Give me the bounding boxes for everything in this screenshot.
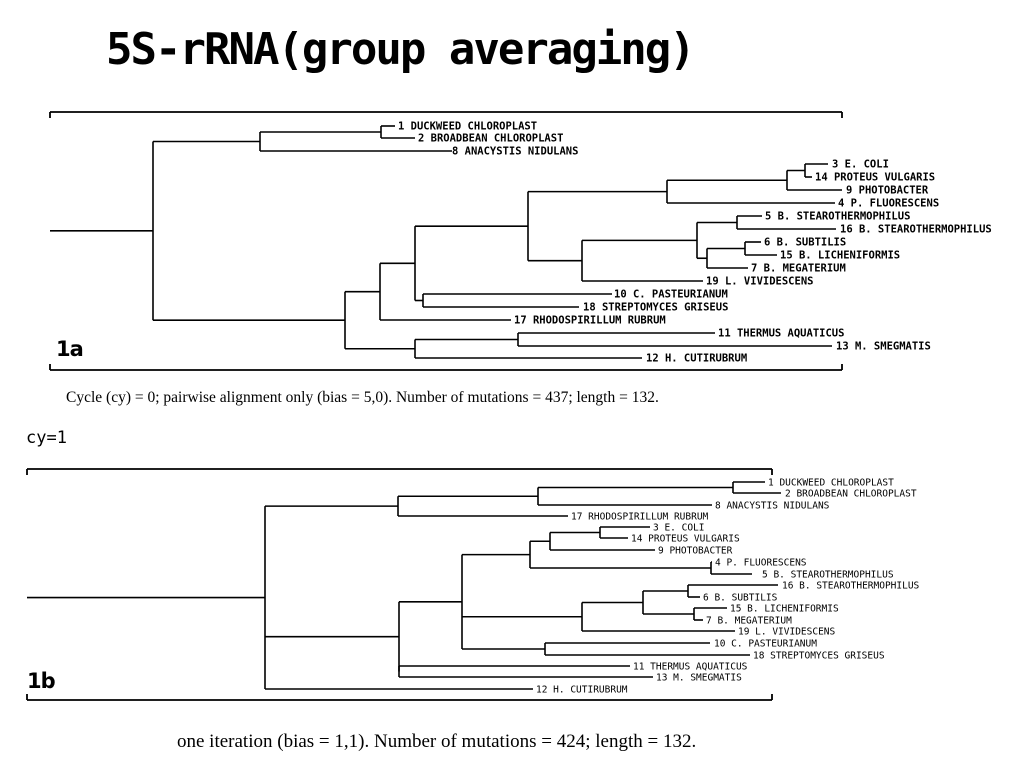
slide-title: 5S-rRNA(group averaging) <box>106 24 694 75</box>
leaf-label: 11 THERMUS AQUATICUS <box>718 327 845 340</box>
leaf-label: 3 E. COLI <box>653 522 705 534</box>
leaf-label: 13 M. SMEGMATIS <box>656 672 742 684</box>
leaf-label: 14 PROTEUS VULGARIS <box>815 171 936 184</box>
leaf-label: 10 C. PASTEURIANUM <box>714 638 817 650</box>
leaf-label: 13 M. SMEGMATIS <box>836 340 931 353</box>
leaf-labels-1a <box>398 121 992 365</box>
scale-bar-top-1a <box>50 112 842 118</box>
leaf-label: 11 THERMUS AQUATICUS <box>633 661 748 673</box>
leaf-label: 17 RHODOSPIRILLUM RUBRUM <box>571 511 709 523</box>
leaf-labels-1b <box>536 478 920 696</box>
dendrogram-1b <box>27 469 920 700</box>
leaf-label: 1 DUCKWEED CHLOROPLAST <box>398 120 538 133</box>
leaf-label: 14 PROTEUS VULGARIS <box>631 533 740 545</box>
leaf-label: 19 L. VIVIDESCENS <box>738 626 836 638</box>
scale-bar-top-1b <box>27 469 772 475</box>
leaf-label: 15 B. LICHENIFORMIS <box>730 603 839 615</box>
leaf-label: 16 B. STEAROTHERMOPHILUS <box>782 580 920 592</box>
leaf-label: 6 B. SUBTILIS <box>703 592 778 604</box>
panel-label-1b: 1b <box>27 669 55 693</box>
leaf-label: 10 C. PASTEURIANUM <box>614 288 728 301</box>
leaf-label: 2 BROADBEAN CHLOROPLAST <box>418 132 564 145</box>
dendrogram-1a <box>50 112 992 370</box>
leaf-label: 15 B. LICHENIFORMIS <box>780 249 901 262</box>
leaf-label: 16 B. STEAROTHERMOPHILUS <box>840 223 992 236</box>
leaf-label: 6 B. SUBTILIS <box>764 236 847 249</box>
tree-branches-1a <box>50 126 845 358</box>
leaf-label: 1 DUCKWEED CHLOROPLAST <box>768 477 894 489</box>
leaf-label: 17 RHODOSPIRILLUM RUBRUM <box>514 314 666 327</box>
leaf-label: 3 E. COLI <box>832 158 889 171</box>
leaf-label: 2 BROADBEAN CHLOROPLAST <box>785 488 917 500</box>
leaf-label: 18 STREPTOMYCES GRISEUS <box>753 650 885 662</box>
leaf-label: 12 H. CUTIRUBRUM <box>646 352 748 365</box>
leaf-label: 19 L. VIVIDESCENS <box>706 275 814 288</box>
caption-1a: Cycle (cy) = 0; pairwise alignment only (bias = 5,0). Number of mutations = 437; length = 132. <box>66 389 659 406</box>
leaf-label: 7 B. MEGATERIUM <box>706 615 792 627</box>
leaf-label: 4 P. FLUORESCENS <box>838 197 940 210</box>
leaf-label: 8 ANACYSTIS NIDULANS <box>452 145 579 158</box>
leaf-label: 18 STREPTOMYCES GRISEUS <box>583 301 729 314</box>
leaf-label: 8 ANACYSTIS NIDULANS <box>715 500 830 512</box>
cycle-label: cy=1 <box>26 428 67 448</box>
leaf-label: 5 B. STEAROTHERMOPHILUS <box>765 210 911 223</box>
scale-bar-bottom-1a <box>50 364 842 370</box>
panel-label-1a: 1a <box>56 337 83 361</box>
scale-bar-bottom-1b <box>27 694 772 700</box>
leaf-label: 5 B. STEAROTHERMOPHILUS <box>762 569 894 581</box>
leaf-label: 9 PHOTOBACTER <box>658 545 733 557</box>
leaf-label: 9 PHOTOBACTER <box>846 184 929 197</box>
caption-1b: one iteration (bias = 1,1). Number of mutations = 424; length = 132. <box>177 731 697 752</box>
leaf-label: 7 B. MEGATERIUM <box>751 262 846 275</box>
leaf-label: 12 H. CUTIRUBRUM <box>536 684 628 696</box>
leaf-label: 4 P. FLUORESCENS <box>715 557 807 569</box>
